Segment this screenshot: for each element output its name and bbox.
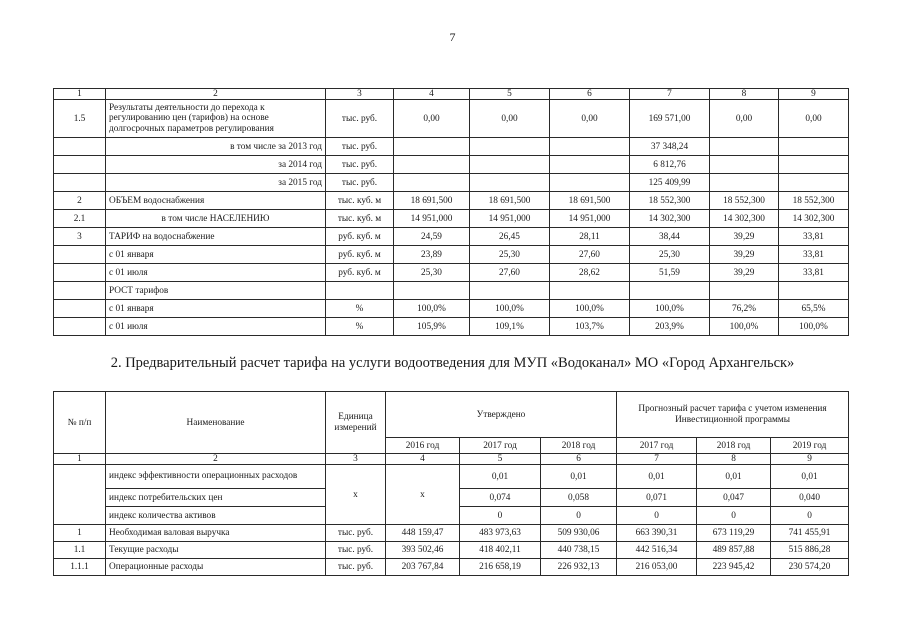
- value-cell: [779, 282, 849, 300]
- value-cell: 0: [460, 507, 541, 525]
- value-cell: 38,44: [630, 228, 710, 246]
- value-cell: [470, 174, 550, 192]
- row-name: РОСТ тарифов: [106, 282, 326, 300]
- column-number: 1: [54, 454, 106, 465]
- value-cell: 216 658,19: [460, 559, 541, 576]
- value-cell: [394, 174, 470, 192]
- value-cell: 169 571,00: [630, 100, 710, 138]
- row-number: 1: [54, 525, 106, 542]
- value-cell: 65,5%: [779, 300, 849, 318]
- row-unit: руб. куб. м: [326, 264, 394, 282]
- table-row: [54, 100, 849, 138]
- value-cell: 103,7%: [550, 318, 630, 336]
- column-number: 2: [106, 89, 326, 100]
- row-name: в том числе за 2013 год: [106, 138, 326, 156]
- column-number: 4: [386, 454, 460, 465]
- row-number: [54, 318, 106, 336]
- year-header: 2016 год: [386, 438, 460, 454]
- value-cell: [550, 174, 630, 192]
- value-cell: 27,60: [550, 246, 630, 264]
- column-number: 6: [541, 454, 617, 465]
- value-cell: [470, 282, 550, 300]
- value-cell: [550, 156, 630, 174]
- column-number: 9: [779, 89, 849, 100]
- value-cell: 18 691,500: [550, 192, 630, 210]
- column-number: 8: [710, 89, 779, 100]
- row-number: 1.5: [54, 100, 106, 138]
- value-cell: 33,81: [779, 228, 849, 246]
- column-number: 1: [54, 89, 106, 100]
- header-name: Наименование: [106, 392, 326, 454]
- value-cell: [550, 282, 630, 300]
- value-cell: 100,0%: [394, 300, 470, 318]
- row-name: с 01 января: [106, 246, 326, 264]
- row-name: Операционные расходы: [106, 559, 326, 576]
- value-cell: х: [386, 465, 460, 525]
- value-cell: 0,00: [710, 100, 779, 138]
- value-cell: 33,81: [779, 264, 849, 282]
- row-unit: руб. куб. м: [326, 228, 394, 246]
- value-cell: 673 119,29: [697, 525, 771, 542]
- value-cell: 0: [541, 507, 617, 525]
- value-cell: 223 945,42: [697, 559, 771, 576]
- row-name: ТАРИФ на водоснабжение: [106, 228, 326, 246]
- row-number: 2.1: [54, 210, 106, 228]
- row-number: [54, 246, 106, 264]
- value-cell: 0: [771, 507, 849, 525]
- value-cell: 0,040: [771, 489, 849, 507]
- value-cell: [710, 174, 779, 192]
- value-cell: [710, 282, 779, 300]
- column-number: 3: [326, 89, 394, 100]
- value-cell: 440 738,15: [541, 542, 617, 559]
- value-cell: 100,0%: [550, 300, 630, 318]
- value-cell: 18 691,500: [470, 192, 550, 210]
- value-cell: 0,047: [697, 489, 771, 507]
- value-cell: 0,01: [771, 465, 849, 489]
- row-name: Результаты деятельности до перехода к регулированию цен (тарифов) на основе долгосрочных параметров регулирования: [106, 100, 326, 138]
- value-cell: 515 886,28: [771, 542, 849, 559]
- table-row: [54, 300, 849, 318]
- value-cell: 18 552,300: [779, 192, 849, 210]
- value-cell: 51,59: [630, 264, 710, 282]
- table-row: [54, 282, 849, 300]
- column-number: 2: [106, 454, 326, 465]
- row-name: с 01 января: [106, 300, 326, 318]
- header-num: № п/п: [54, 392, 106, 454]
- column-number: 5: [460, 454, 541, 465]
- row-unit: тыс. куб. м: [326, 192, 394, 210]
- row-number: 3: [54, 228, 106, 246]
- value-cell: 105,9%: [394, 318, 470, 336]
- value-cell: 39,29: [710, 228, 779, 246]
- row-unit: тыс. руб.: [326, 174, 394, 192]
- value-cell: 663 390,31: [617, 525, 697, 542]
- row-number: [54, 282, 106, 300]
- wastewater-tariff-table: [53, 391, 849, 576]
- year-header: 2017 год: [460, 438, 541, 454]
- table-row: [54, 156, 849, 174]
- value-cell: 0,01: [541, 465, 617, 489]
- column-number: 7: [630, 89, 710, 100]
- value-cell: 203,9%: [630, 318, 710, 336]
- value-cell: 0: [697, 507, 771, 525]
- column-number: 9: [771, 454, 849, 465]
- row-name: с 01 июля: [106, 318, 326, 336]
- value-cell: 0,071: [617, 489, 697, 507]
- value-cell: 18 552,300: [630, 192, 710, 210]
- year-header: 2018 год: [697, 438, 771, 454]
- value-cell: 14 951,000: [394, 210, 470, 228]
- row-name: Необходимая валовая выручка: [106, 525, 326, 542]
- value-cell: 0,00: [470, 100, 550, 138]
- row-number: 1.1.1: [54, 559, 106, 576]
- value-cell: 0,01: [697, 465, 771, 489]
- value-cell: 18 691,500: [394, 192, 470, 210]
- value-cell: 125 409,99: [630, 174, 710, 192]
- row-unit: тыс. руб.: [326, 138, 394, 156]
- value-cell: 509 930,06: [541, 525, 617, 542]
- value-cell: 25,30: [470, 246, 550, 264]
- value-cell: 0,074: [460, 489, 541, 507]
- year-header: 2019 год: [771, 438, 849, 454]
- value-cell: 14 302,300: [710, 210, 779, 228]
- value-cell: 393 502,46: [386, 542, 460, 559]
- section-2-title: 2. Предварительный расчет тарифа на услуги водоотведения для МУП «Водоканал» МО «Город Архангельск»: [110, 355, 795, 371]
- row-number: [54, 465, 106, 525]
- row-unit: х: [326, 465, 386, 525]
- row-name: в том числе НАСЕЛЕНИЮ: [106, 210, 326, 228]
- value-cell: 0,00: [779, 100, 849, 138]
- value-cell: 100,0%: [779, 318, 849, 336]
- index-row: [54, 465, 849, 489]
- value-cell: 28,62: [550, 264, 630, 282]
- table-row: [54, 559, 849, 576]
- value-cell: 14 302,300: [779, 210, 849, 228]
- row-number: [54, 174, 106, 192]
- water-supply-table: [53, 88, 849, 336]
- value-cell: 14 951,000: [550, 210, 630, 228]
- value-cell: 230 574,20: [771, 559, 849, 576]
- page-number: 7: [449, 30, 456, 44]
- row-number: 2: [54, 192, 106, 210]
- value-cell: 39,29: [710, 246, 779, 264]
- value-cell: 37 348,24: [630, 138, 710, 156]
- row-name: Текущие расходы: [106, 542, 326, 559]
- value-cell: 0,01: [460, 465, 541, 489]
- value-cell: 483 973,63: [460, 525, 541, 542]
- value-cell: [394, 156, 470, 174]
- value-cell: 109,1%: [470, 318, 550, 336]
- year-header: 2018 год: [541, 438, 617, 454]
- value-cell: 0,01: [617, 465, 697, 489]
- row-name: индекс количества активов: [106, 507, 326, 525]
- header-row: [54, 89, 849, 100]
- value-cell: 100,0%: [710, 318, 779, 336]
- table-row: [54, 174, 849, 192]
- row-number: [54, 264, 106, 282]
- value-cell: 25,30: [394, 264, 470, 282]
- value-cell: 489 857,88: [697, 542, 771, 559]
- value-cell: 18 552,300: [710, 192, 779, 210]
- value-cell: [470, 138, 550, 156]
- value-cell: 741 455,91: [771, 525, 849, 542]
- column-number: 5: [470, 89, 550, 100]
- value-cell: [779, 174, 849, 192]
- row-unit: тыс. руб.: [326, 559, 386, 576]
- table-row: [54, 264, 849, 282]
- value-cell: 0,00: [394, 100, 470, 138]
- column-number: 8: [697, 454, 771, 465]
- row-name: ОБЪЕМ водоснабжения: [106, 192, 326, 210]
- value-cell: 33,81: [779, 246, 849, 264]
- value-cell: 28,11: [550, 228, 630, 246]
- value-cell: 226 932,13: [541, 559, 617, 576]
- value-cell: 24,59: [394, 228, 470, 246]
- row-unit: тыс. руб.: [326, 525, 386, 542]
- value-cell: 14 302,300: [630, 210, 710, 228]
- value-cell: [710, 156, 779, 174]
- value-cell: 23,89: [394, 246, 470, 264]
- value-cell: 0: [617, 507, 697, 525]
- table-row: [54, 525, 849, 542]
- value-cell: 216 053,00: [617, 559, 697, 576]
- table-row: [54, 318, 849, 336]
- column-number: 3: [326, 454, 386, 465]
- row-unit: тыс. руб.: [326, 542, 386, 559]
- header-unit: Единица измерений: [326, 392, 386, 454]
- row-number: [54, 300, 106, 318]
- year-header: 2017 год: [617, 438, 697, 454]
- row-unit: тыс. куб. м: [326, 210, 394, 228]
- value-cell: 418 402,11: [460, 542, 541, 559]
- row-unit: руб. куб. м: [326, 246, 394, 264]
- table-row: [54, 228, 849, 246]
- row-name: индекс эффективности операционных расходов: [106, 465, 326, 489]
- row-name: за 2014 год: [106, 156, 326, 174]
- value-cell: [779, 138, 849, 156]
- table-row: [54, 210, 849, 228]
- column-number: 4: [394, 89, 470, 100]
- row-unit: [326, 282, 394, 300]
- column-number: 7: [617, 454, 697, 465]
- table-row: [54, 246, 849, 264]
- value-cell: [550, 138, 630, 156]
- row-name: за 2015 год: [106, 174, 326, 192]
- value-cell: 203 767,84: [386, 559, 460, 576]
- value-cell: 100,0%: [470, 300, 550, 318]
- value-cell: 27,60: [470, 264, 550, 282]
- column-number: 6: [550, 89, 630, 100]
- value-cell: 448 159,47: [386, 525, 460, 542]
- value-cell: 14 951,000: [470, 210, 550, 228]
- row-number: [54, 156, 106, 174]
- value-cell: 442 516,34: [617, 542, 697, 559]
- value-cell: 26,45: [470, 228, 550, 246]
- header-approved: Утверждено: [386, 392, 617, 438]
- row-number: [54, 138, 106, 156]
- row-unit: тыс. руб.: [326, 156, 394, 174]
- value-cell: [470, 156, 550, 174]
- value-cell: 6 812,76: [630, 156, 710, 174]
- value-cell: 39,29: [710, 264, 779, 282]
- row-name: индекс потребительских цен: [106, 489, 326, 507]
- value-cell: 0,00: [550, 100, 630, 138]
- row-name: с 01 июля: [106, 264, 326, 282]
- row-unit: %: [326, 318, 394, 336]
- value-cell: [779, 156, 849, 174]
- value-cell: 25,30: [630, 246, 710, 264]
- value-cell: 76,2%: [710, 300, 779, 318]
- value-cell: [630, 282, 710, 300]
- value-cell: [394, 138, 470, 156]
- value-cell: 0,058: [541, 489, 617, 507]
- row-unit: тыс. руб.: [326, 100, 394, 138]
- value-cell: 100,0%: [630, 300, 710, 318]
- row-unit: %: [326, 300, 394, 318]
- table-row: [54, 192, 849, 210]
- row-number: 1.1: [54, 542, 106, 559]
- table-row: [54, 542, 849, 559]
- header-forecast: Прогнозный расчет тарифа с учетом изменения Инвестиционной программы: [617, 392, 849, 438]
- value-cell: [710, 138, 779, 156]
- table-row: [54, 138, 849, 156]
- value-cell: [394, 282, 470, 300]
